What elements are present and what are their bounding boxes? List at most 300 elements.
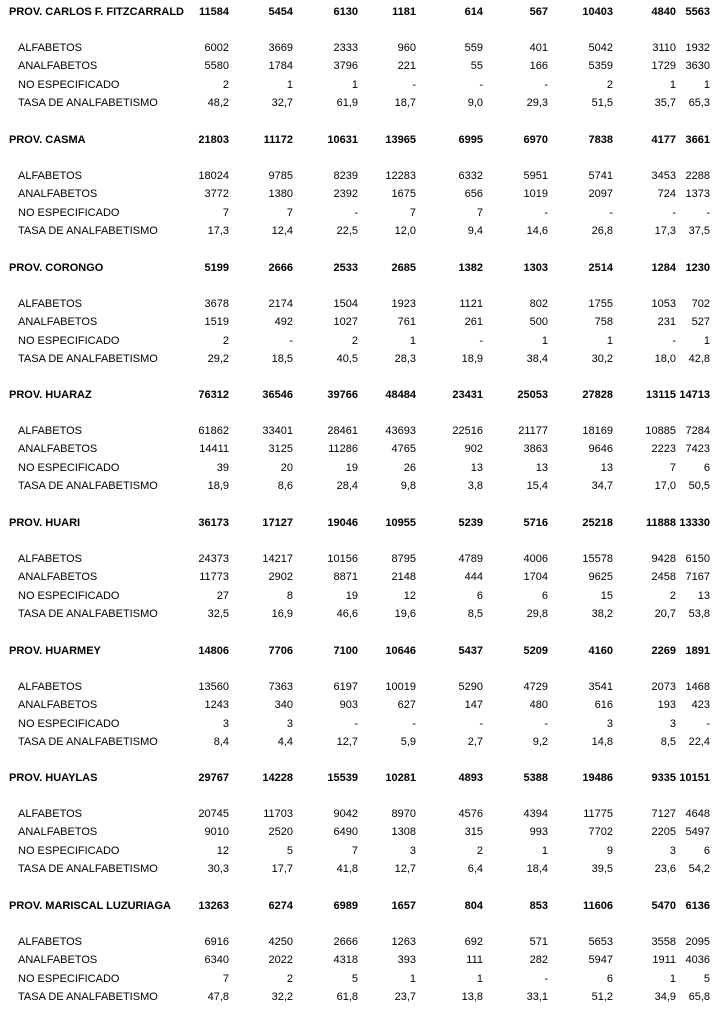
province-total-row <box>0 5 712 19</box>
province-total-row <box>0 644 712 658</box>
total-cell: 2514 <box>588 262 613 274</box>
table-cell: 8871 <box>333 571 358 583</box>
total-cell: 14713 <box>679 389 710 401</box>
table-cell: 5741 <box>588 170 613 182</box>
total-cell: 10646 <box>385 645 416 657</box>
table-cell: 8,5 <box>660 736 676 748</box>
table-cell: 8795 <box>391 553 416 565</box>
total-cell: 1230 <box>685 262 710 274</box>
table-cell: 40,5 <box>336 353 358 365</box>
total-cell: 10403 <box>582 6 613 18</box>
table-cell: 7 <box>669 462 676 474</box>
row-label: ALFABETOS <box>18 425 82 437</box>
table-cell: 702 <box>691 298 710 310</box>
table-cell: 4250 <box>268 936 293 948</box>
table-cell: 10019 <box>385 681 416 693</box>
total-cell: 1303 <box>523 262 548 274</box>
table-cell: 5580 <box>204 60 229 72</box>
table-cell: 2 <box>222 79 229 91</box>
table-cell: - <box>706 207 710 219</box>
total-cell: 5454 <box>268 6 293 18</box>
table-cell: 5653 <box>588 936 613 948</box>
table-cell: 3558 <box>651 936 676 948</box>
table-cell: 15 <box>600 590 613 602</box>
province-name: PROV. CASMA <box>9 134 86 146</box>
table-cell: 37,5 <box>688 225 710 237</box>
row-label: ALFABETOS <box>18 42 82 54</box>
table-cell: 20 <box>280 462 293 474</box>
table-cell: 2 <box>476 845 483 857</box>
table-cell: 6490 <box>333 826 358 838</box>
total-cell: 5209 <box>523 645 548 657</box>
table-cell: 761 <box>397 316 416 328</box>
total-cell: 1181 <box>392 6 416 18</box>
total-cell: 6136 <box>685 900 710 912</box>
table-cell: 4765 <box>391 443 416 455</box>
table-cell: 401 <box>529 42 548 54</box>
table-cell: 15578 <box>582 553 613 565</box>
table-cell: 35,7 <box>654 97 676 109</box>
table-cell: 61862 <box>198 425 229 437</box>
table-cell: 5 <box>286 845 293 857</box>
total-cell: 23431 <box>452 389 483 401</box>
row-label: ANALFABETOS <box>18 954 98 966</box>
province-block <box>0 771 712 881</box>
table-row <box>0 442 712 456</box>
table-cell: 2 <box>286 973 293 985</box>
table-cell: 7423 <box>685 443 710 455</box>
table-cell: 22,5 <box>336 225 358 237</box>
table-row <box>0 479 712 493</box>
table-cell: 3 <box>409 845 416 857</box>
row-label: NO ESPECIFICADO <box>18 462 120 474</box>
table-cell: 1 <box>409 973 416 985</box>
total-cell: 27828 <box>582 389 613 401</box>
total-cell: 7706 <box>268 645 293 657</box>
table-cell: 9646 <box>588 443 613 455</box>
table-cell: 3 <box>606 718 613 730</box>
table-cell: 18,7 <box>394 97 416 109</box>
table-cell: 6 <box>606 973 613 985</box>
table-cell: 26,8 <box>591 225 613 237</box>
table-cell: 7167 <box>685 571 710 583</box>
table-cell: 29,8 <box>526 608 548 620</box>
table-cell: 656 <box>464 188 483 200</box>
table-cell: 3,8 <box>467 480 483 492</box>
total-cell: 29767 <box>198 772 229 784</box>
table-cell: 12 <box>216 845 229 857</box>
province-name: PROV. MARISCAL LUZURIAGA <box>9 900 171 912</box>
table-cell: 111 <box>466 954 483 966</box>
table-cell: 7284 <box>685 425 710 437</box>
table-cell: 1755 <box>588 298 613 310</box>
table-cell: 3110 <box>652 42 676 54</box>
table-cell: 147 <box>464 699 483 711</box>
table-row <box>0 206 712 220</box>
table-cell: 2 <box>351 335 358 347</box>
table-row <box>0 698 712 712</box>
table-cell: 26 <box>403 462 416 474</box>
table-cell: 2 <box>606 79 613 91</box>
table-cell: 43693 <box>385 425 416 437</box>
row-label: NO ESPECIFICADO <box>18 207 120 219</box>
table-row <box>0 78 712 92</box>
row-label: ALFABETOS <box>18 170 82 182</box>
table-cell: 18,5 <box>271 353 293 365</box>
table-cell: 4394 <box>523 808 548 820</box>
table-cell: 2 <box>669 590 676 602</box>
total-cell: 2533 <box>333 262 358 274</box>
table-cell: 1121 <box>459 298 483 310</box>
table-cell: 444 <box>464 571 483 583</box>
table-cell: 9,2 <box>532 736 548 748</box>
table-cell: 1519 <box>204 316 229 328</box>
table-cell: 5 <box>703 973 710 985</box>
table-cell: 1 <box>351 79 358 91</box>
table-cell: 261 <box>464 316 483 328</box>
table-cell: 14,8 <box>591 736 613 748</box>
province-total-row <box>0 133 712 147</box>
table-cell: 221 <box>397 60 416 72</box>
province-block <box>0 388 712 498</box>
table-cell: 30,3 <box>207 863 229 875</box>
table-cell: 2392 <box>333 188 358 200</box>
table-row <box>0 953 712 967</box>
table-cell: 1 <box>669 79 676 91</box>
table-cell: 423 <box>691 699 710 711</box>
table-row <box>0 570 712 584</box>
total-cell: 1382 <box>458 262 483 274</box>
province-total-row <box>0 388 712 402</box>
table-cell: 480 <box>529 699 548 711</box>
total-cell: 36173 <box>198 517 229 529</box>
total-cell: 4177 <box>651 134 676 146</box>
province-name: PROV. HUARI <box>9 517 81 529</box>
table-cell: 5497 <box>685 826 710 838</box>
row-label: TASA DE ANALFABETISMO <box>18 863 158 875</box>
total-cell: 14228 <box>262 772 293 784</box>
table-cell: 724 <box>657 188 676 200</box>
table-cell: 7 <box>222 973 229 985</box>
table-cell: 2097 <box>588 188 613 200</box>
table-cell: 20745 <box>198 808 229 820</box>
table-cell: 571 <box>529 936 548 948</box>
table-cell: 13 <box>697 590 710 602</box>
total-cell: 6995 <box>458 134 483 146</box>
province-total-row <box>0 899 712 913</box>
table-cell: 28,4 <box>336 480 358 492</box>
table-row <box>0 297 712 311</box>
table-cell: 3630 <box>685 60 710 72</box>
table-cell: 12,7 <box>394 863 416 875</box>
province-total-row <box>0 261 712 275</box>
province-total-row <box>0 771 712 785</box>
table-cell: 315 <box>464 826 483 838</box>
table-cell: 3669 <box>268 42 293 54</box>
table-cell: 7 <box>409 207 416 219</box>
table-cell: 20,7 <box>654 608 676 620</box>
table-cell: 12,4 <box>271 225 293 237</box>
table-cell: 9,8 <box>400 480 416 492</box>
table-cell: 2520 <box>268 826 293 838</box>
table-cell: 1 <box>606 335 613 347</box>
total-cell: 21803 <box>198 134 229 146</box>
table-cell: 9785 <box>268 170 293 182</box>
table-cell: 1 <box>703 79 710 91</box>
table-cell: 4036 <box>685 954 710 966</box>
total-cell: 11606 <box>583 900 613 912</box>
table-cell: 1 <box>476 973 483 985</box>
total-cell: 804 <box>464 900 483 912</box>
province-name: PROV. CARLOS F. FITZCARRALD <box>9 6 184 18</box>
total-cell: 7838 <box>588 134 613 146</box>
table-cell: 15,4 <box>526 480 548 492</box>
table-cell: 8239 <box>333 170 358 182</box>
total-cell: 3661 <box>685 134 710 146</box>
table-cell: - <box>544 718 548 730</box>
row-label: NO ESPECIFICADO <box>18 335 120 347</box>
table-cell: 492 <box>274 316 293 328</box>
total-cell: 11888 <box>646 517 676 529</box>
row-label: NO ESPECIFICADO <box>18 718 120 730</box>
table-cell: 2223 <box>651 443 676 455</box>
table-cell: 38,2 <box>591 608 613 620</box>
total-cell: 15539 <box>327 772 358 784</box>
table-cell: - <box>479 335 483 347</box>
table-cell: 9625 <box>588 571 613 583</box>
total-cell: 39766 <box>327 389 358 401</box>
total-cell: 25218 <box>582 517 613 529</box>
table-cell: 7363 <box>268 681 293 693</box>
table-cell: 18,9 <box>461 353 483 365</box>
province-block <box>0 261 712 371</box>
table-cell: 19,6 <box>394 608 416 620</box>
table-cell: 1932 <box>685 42 710 54</box>
table-cell: 1 <box>703 335 710 347</box>
table-cell: 33401 <box>262 425 293 437</box>
table-cell: - <box>289 335 293 347</box>
row-label: ANALFABETOS <box>18 699 98 711</box>
table-cell: 32,2 <box>271 991 293 1003</box>
table-cell: 3796 <box>333 60 358 72</box>
table-cell: 9,4 <box>467 225 483 237</box>
table-cell: - <box>544 79 548 91</box>
table-row <box>0 41 712 55</box>
table-cell: 13,8 <box>461 991 483 1003</box>
table-cell: 19 <box>345 462 358 474</box>
table-cell: 34,7 <box>591 480 613 492</box>
row-label: ALFABETOS <box>18 808 82 820</box>
table-cell: 12 <box>403 590 416 602</box>
table-cell: - <box>706 718 710 730</box>
table-cell: 6 <box>703 845 710 857</box>
table-cell: 5947 <box>588 954 613 966</box>
table-cell: 627 <box>397 699 416 711</box>
total-cell: 2666 <box>268 262 293 274</box>
total-cell: 5239 <box>458 517 483 529</box>
province-block <box>0 644 712 754</box>
table-cell: 500 <box>529 316 548 328</box>
table-cell: 8 <box>286 590 293 602</box>
total-cell: 9335 <box>651 772 676 784</box>
total-cell: 10955 <box>385 517 416 529</box>
table-cell: 18,9 <box>207 480 229 492</box>
table-cell: 1263 <box>391 936 416 948</box>
table-cell: 7702 <box>588 826 613 838</box>
table-cell: - <box>672 207 676 219</box>
table-cell: 2 <box>222 335 229 347</box>
table-cell: 17,7 <box>271 863 293 875</box>
province-name: PROV. HUAYLAS <box>9 772 98 784</box>
table-cell: 802 <box>529 298 548 310</box>
row-label: ANALFABETOS <box>18 571 98 583</box>
table-cell: 5290 <box>458 681 483 693</box>
table-cell: 18024 <box>198 170 229 182</box>
table-cell: 32,7 <box>271 97 293 109</box>
row-label: TASA DE ANALFABETISMO <box>18 480 158 492</box>
table-cell: 13 <box>535 462 548 474</box>
table-row <box>0 807 712 821</box>
table-cell: 2148 <box>391 571 416 583</box>
table-cell: 17,3 <box>207 225 229 237</box>
total-cell: 25053 <box>517 389 548 401</box>
table-cell: 9,0 <box>467 97 483 109</box>
table-cell: 1308 <box>391 826 416 838</box>
row-label: NO ESPECIFICADO <box>18 845 120 857</box>
table-cell: 8,5 <box>467 608 483 620</box>
table-row <box>0 862 712 876</box>
table-cell: 6340 <box>204 954 229 966</box>
table-row <box>0 352 712 366</box>
table-cell: 1468 <box>685 681 710 693</box>
row-label: ANALFABETOS <box>18 188 98 200</box>
table-cell: 41,8 <box>336 863 358 875</box>
table-cell: 692 <box>464 936 483 948</box>
total-cell: 13263 <box>198 900 229 912</box>
table-cell: - <box>479 718 483 730</box>
total-cell: 1284 <box>651 262 676 274</box>
table-row <box>0 680 712 694</box>
table-cell: 14217 <box>262 553 293 565</box>
total-cell: 5388 <box>523 772 548 784</box>
table-cell: 14411 <box>199 443 229 455</box>
total-cell: 853 <box>529 900 548 912</box>
table-cell: 9042 <box>333 808 358 820</box>
table-cell: 47,8 <box>207 991 229 1003</box>
table-cell: 2,7 <box>467 736 483 748</box>
table-cell: 39 <box>216 462 229 474</box>
table-cell: 166 <box>529 60 548 72</box>
table-cell: 3 <box>669 845 676 857</box>
row-label: TASA DE ANALFABETISMO <box>18 225 158 237</box>
table-cell: 9428 <box>651 553 676 565</box>
table-cell: 1019 <box>523 188 548 200</box>
table-row <box>0 315 712 329</box>
province-name: PROV. HUARMEY <box>9 645 101 657</box>
total-cell: 6274 <box>268 900 293 912</box>
table-cell: 1923 <box>391 298 416 310</box>
table-cell: 18,0 <box>654 353 676 365</box>
total-cell: 19046 <box>327 517 358 529</box>
table-cell: 2458 <box>651 571 676 583</box>
province-block <box>0 516 712 626</box>
table-row <box>0 825 712 839</box>
table-cell: 1027 <box>333 316 358 328</box>
table-cell: 51,2 <box>591 991 613 1003</box>
table-cell: 1243 <box>204 699 229 711</box>
table-cell: - <box>354 207 358 219</box>
province-block <box>0 133 712 243</box>
total-cell: 6989 <box>333 900 358 912</box>
table-cell: 21177 <box>518 425 548 437</box>
table-cell: 19 <box>345 590 358 602</box>
table-cell: 6332 <box>458 170 483 182</box>
table-cell: - <box>544 973 548 985</box>
table-cell: 5,9 <box>400 736 416 748</box>
table-row <box>0 972 712 986</box>
table-cell: 10885 <box>645 425 676 437</box>
table-cell: 48,2 <box>207 97 229 109</box>
table-cell: 39,5 <box>591 863 613 875</box>
table-cell: 4006 <box>523 553 548 565</box>
total-cell: 567 <box>529 6 548 18</box>
table-cell: 1 <box>541 335 548 347</box>
table-cell: 18,4 <box>526 863 548 875</box>
table-cell: 12,0 <box>394 225 416 237</box>
table-cell: 6,4 <box>467 863 483 875</box>
table-cell: 42,8 <box>688 353 710 365</box>
table-cell: 8,6 <box>277 480 293 492</box>
table-cell: 11703 <box>263 808 293 820</box>
table-cell: 13560 <box>198 681 229 693</box>
table-cell: 231 <box>657 316 676 328</box>
table-cell: 7 <box>476 207 483 219</box>
total-cell: 14806 <box>198 645 229 657</box>
table-cell: 6916 <box>204 936 229 948</box>
table-cell: 9 <box>606 845 613 857</box>
table-cell: 559 <box>464 42 483 54</box>
total-cell: 4840 <box>651 6 676 18</box>
total-cell: 13115 <box>646 389 676 401</box>
table-cell: 1 <box>541 845 548 857</box>
table-row <box>0 589 712 603</box>
table-row <box>0 224 712 238</box>
table-cell: 2333 <box>333 42 358 54</box>
table-cell: 758 <box>594 316 613 328</box>
table-cell: 2666 <box>333 936 358 948</box>
table-cell: 7 <box>351 845 358 857</box>
table-cell: - <box>412 79 416 91</box>
table-cell: 7 <box>222 207 229 219</box>
table-row <box>0 59 712 73</box>
table-cell: 4789 <box>458 553 483 565</box>
table-cell: 5951 <box>523 170 548 182</box>
total-cell: 1891 <box>685 645 710 657</box>
table-cell: 22516 <box>452 425 483 437</box>
table-cell: 1704 <box>523 571 548 583</box>
row-label: NO ESPECIFICADO <box>18 79 120 91</box>
table-cell: 53,8 <box>688 608 710 620</box>
table-cell: 28,3 <box>394 353 416 365</box>
table-cell: 1784 <box>268 60 293 72</box>
table-row <box>0 935 712 949</box>
table-cell: - <box>609 207 613 219</box>
table-cell: 29,2 <box>207 353 229 365</box>
row-label: ANALFABETOS <box>18 826 98 838</box>
table-cell: 30,2 <box>591 353 613 365</box>
table-cell: 23,7 <box>394 991 416 1003</box>
total-cell: 1657 <box>391 900 416 912</box>
